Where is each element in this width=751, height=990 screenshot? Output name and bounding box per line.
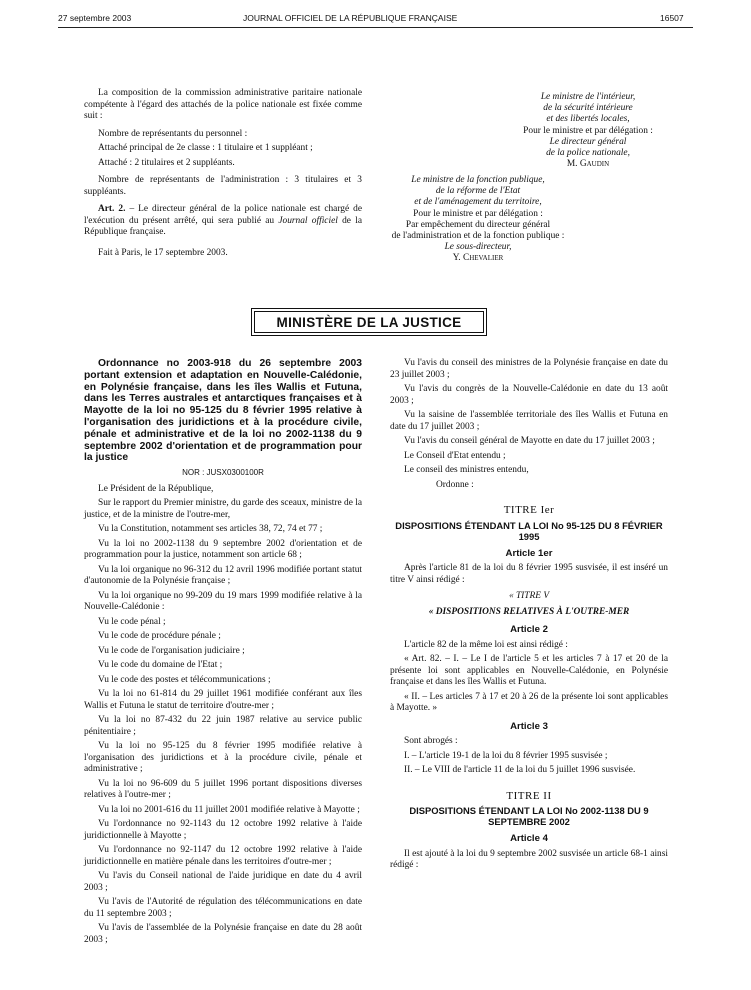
paragraph: La composition de la commission administrative paritaire nationale compétente à l'égard des attachés de la police nationale est fixée comme suit : bbox=[84, 88, 362, 121]
titre-v-subheading: « DISPOSITIONS RELATIVES À L'OUTRE-MER bbox=[428, 606, 630, 617]
ordonnance-title: Ordonnance no 2003-918 du 26 septembre 2003 portant extension et adaptation en Nouvelle-Calédonie, en Polynésie française, dans les îles Wallis et Futuna, dans les Terres australes et antarctiques françaises et à Mayotte de la loi no 95-125 du 8 février 1995 relative à l'organisation des juridictions et à la procédure civile, pénale et administrative et de la loi no 2002-1138 du 9 septembre 2002 d'orientation et de programmation pour la justice bbox=[84, 358, 362, 464]
ministry-heading-inner-border bbox=[254, 311, 484, 333]
article-3-text: Sont abrogés : bbox=[404, 736, 458, 746]
article-2-text: « II. – Les articles 7 à 17 et 20 à 26 de la présente loi sont applicables à Mayotte. » bbox=[390, 691, 668, 713]
visa-list-continued bbox=[390, 358, 668, 477]
header-page-number: 16507 bbox=[660, 13, 684, 23]
article-4-text: Il est ajouté à la loi du 9 septembre 2002 susvisée un article 68-1 ainsi rédigé : bbox=[390, 848, 668, 870]
article-1-text: Après l'article 81 de la loi du 8 février 1995 susvisée, il est inséré un titre V ainsi rédigé : bbox=[390, 563, 668, 585]
visa-paragraph: Vu l'avis de l'assemblée de la Polynésie française en date du 28 août 2003 ; bbox=[84, 923, 362, 945]
article-2-heading: Article 2 bbox=[510, 624, 548, 635]
visa-paragraph: Vu l'ordonnance no 92-1147 du 12 octobre 1992 relative à l'aide juridictionnelle en matière pénale dans les territoires d'outre-mer ; bbox=[84, 845, 362, 867]
visa-paragraph: Vu la loi organique no 96-312 du 12 avril 1996 modifiée portant statut d'autonomie de la Polynésie française ; bbox=[84, 564, 362, 587]
ordonne-label: Ordonne : bbox=[436, 479, 474, 490]
header-date: 27 septembre 2003 bbox=[58, 13, 132, 23]
visa-list bbox=[84, 484, 362, 947]
visa-paragraph: Vu le code des postes et télécommunications ; bbox=[98, 674, 271, 685]
visa-paragraph: Vu la loi no 2002-1138 du 9 septembre 2002 d'orientation et de programmation pour la justice, notamment son article 68 ; bbox=[84, 538, 362, 561]
ordonnance-right-column bbox=[390, 358, 668, 875]
paragraph: Attaché principal de 2e classe : 1 titulaire et 1 suppléant ; bbox=[98, 143, 313, 153]
visa-paragraph: Sur le rapport du Premier ministre, du garde des sceaux, ministre de la justice, et de la ministre de l'outre-mer, bbox=[84, 498, 362, 520]
visa-paragraph: Vu la loi no 87-432 du 22 juin 1987 relative au service public pénitentiaire ; bbox=[84, 715, 362, 737]
article-4-heading: Article 4 bbox=[510, 833, 548, 844]
article-3-text: II. – Le VIII de l'article 11 de la loi du 5 juillet 1996 susvisée. bbox=[404, 765, 636, 775]
article-3-text: I. – L'article 19-1 de la loi du 8 février 1995 susvisée ; bbox=[404, 750, 608, 761]
paragraph: Nombre de représentants de l'administration : 3 titulaires et 3 suppléants. bbox=[84, 175, 362, 197]
visa-paragraph: Vu la loi no 61-814 du 29 juillet 1961 modifiée conférant aux îles Wallis et Futuna le statut de territoire d'outre-mer ; bbox=[84, 689, 362, 711]
visa-paragraph: Vu l'avis du conseil des ministres de la Polynésie française en date du 23 juillet 2003 ; bbox=[390, 358, 668, 380]
signatory-name: Y. Chevalier bbox=[452, 253, 504, 264]
visa-paragraph: Vu le code pénal ; bbox=[98, 616, 166, 627]
visa-paragraph: Vu la loi no 95-125 du 8 février 1995 modifiée relative à l'organisation des juridictions et à la procédure civile, pénale et administrative ; bbox=[84, 741, 362, 775]
titre-v-heading: « TITRE V bbox=[508, 591, 550, 601]
visa-paragraph: Vu la loi organique no 99-209 du 19 mars 1999 modifiée relative à la Nouvelle-Calédonie : bbox=[84, 590, 362, 613]
titre-2-subheading: DISPOSITIONS ÉTENDANT LA LOI No 2002-1138 DU 9 SEPTEMBRE 2002 bbox=[409, 805, 649, 827]
visa-paragraph: Le Conseil d'Etat entendu ; bbox=[404, 450, 506, 461]
paragraph: Attaché : 2 titulaires et 2 suppléants. bbox=[98, 157, 235, 168]
header-rule bbox=[58, 27, 693, 28]
journal-reference: Journal officiel bbox=[278, 215, 338, 226]
paragraph: Nombre de représentants du personnel : bbox=[98, 128, 248, 139]
visa-paragraph: Vu l'avis du conseil général de Mayotte en date du 17 juillet 2003 ; bbox=[404, 436, 655, 446]
article-2-text: L'article 82 de la même loi est ainsi rédigé : bbox=[404, 639, 568, 650]
visa-paragraph: Vu la saisine de l'assemblée territoriale des îles Wallis et Futuna en date du 17 juillet 2003 ; bbox=[390, 410, 668, 432]
article-3-heading: Article 3 bbox=[510, 720, 548, 732]
signature-block-interieur: Le ministre de l'intérieur, de la sécurité intérieure et des libertés locales, Pour le ministre et par délégation : Le directeur général de la police nationale, M. Gaudin bbox=[512, 92, 664, 170]
visa-paragraph: Vu l'avis du congrès de la Nouvelle-Calédonie en date du 13 août 2003 ; bbox=[390, 384, 668, 406]
visa-paragraph: Le conseil des ministres entendu, bbox=[404, 465, 529, 475]
ministry-heading-box bbox=[251, 308, 487, 336]
visa-paragraph: Vu la loi no 2001-616 du 11 juillet 2001 modifiée relative à Mayotte ; bbox=[98, 804, 360, 815]
signature-block-fonction-publique: Le ministre de la fonction publique, de la réforme de l'Etat et de l'aménagement du territoire, Pour le ministre et par délégation : Par empêchement du directeur général de l'administration et de la fonction publique : Le sous-directeur, Y. Chevalier bbox=[380, 175, 576, 265]
visa-paragraph: Le Président de la République, bbox=[98, 483, 214, 494]
ministry-heading: MINISTÈRE DE LA JUSTICE bbox=[276, 314, 462, 330]
visa-paragraph: Vu l'avis du Conseil national de l'aide juridique en date du 4 avril 2003 ; bbox=[84, 871, 362, 893]
visa-paragraph: Vu le code de l'organisation judiciaire ; bbox=[98, 645, 245, 656]
nor-reference: NOR : JUSX0300100R bbox=[182, 468, 264, 478]
titre-2-heading: TITRE II bbox=[506, 789, 552, 802]
article-1-heading: Article 1er bbox=[505, 547, 553, 559]
visa-paragraph: Vu le code de procédure pénale ; bbox=[98, 631, 221, 642]
visa-paragraph: Vu l'avis de l'Autorité de régulation des télécommunications en date du 11 septembre 2003 ; bbox=[84, 897, 362, 919]
visa-paragraph: Vu le code du domaine de l'Etat ; bbox=[98, 660, 223, 671]
visa-paragraph: Vu la Constitution, notamment ses articles 38, 72, 74 et 77 ; bbox=[98, 524, 323, 535]
visa-paragraph: Vu l'ordonnance no 92-1143 du 12 octobre 1992 relative à l'aide juridictionnelle à Mayotte ; bbox=[84, 819, 362, 841]
article-2-text: « Art. 82. – I. – Le I de l'article 5 et les articles 7 à 17 et 20 de la présente loi sont applicables en Nouvelle-Calédonie, en Polynésie française et dans les îles Wallis et Futuna. bbox=[390, 654, 668, 687]
ordonnance-left-column bbox=[84, 358, 362, 949]
article-label: Art. 2. bbox=[98, 204, 126, 214]
signatory-name: M. Gaudin bbox=[566, 159, 610, 170]
titre-1-heading: TITRE Ier bbox=[503, 504, 555, 516]
header-journal-title: JOURNAL OFFICIEL DE LA RÉPUBLIQUE FRANÇAISE bbox=[243, 13, 458, 23]
fait-a-paris: Fait à Paris, le 17 septembre 2003. bbox=[98, 247, 228, 258]
top-left-column bbox=[84, 88, 362, 262]
article-2-paragraph: Art. 2. – Le directeur général de la police nationale est chargé de l'exécution du présent arrêté, qui sera publié au Journal officiel de la République française. bbox=[84, 204, 362, 237]
titre-1-subheading: DISPOSITIONS ÉTENDANT LA LOI No 95-125 DU 8 FÉVRIER 1995 bbox=[395, 519, 663, 542]
visa-paragraph: Vu la loi no 96-609 du 5 juillet 1996 portant dispositions diverses relatives à l'outre-mer ; bbox=[84, 778, 362, 801]
